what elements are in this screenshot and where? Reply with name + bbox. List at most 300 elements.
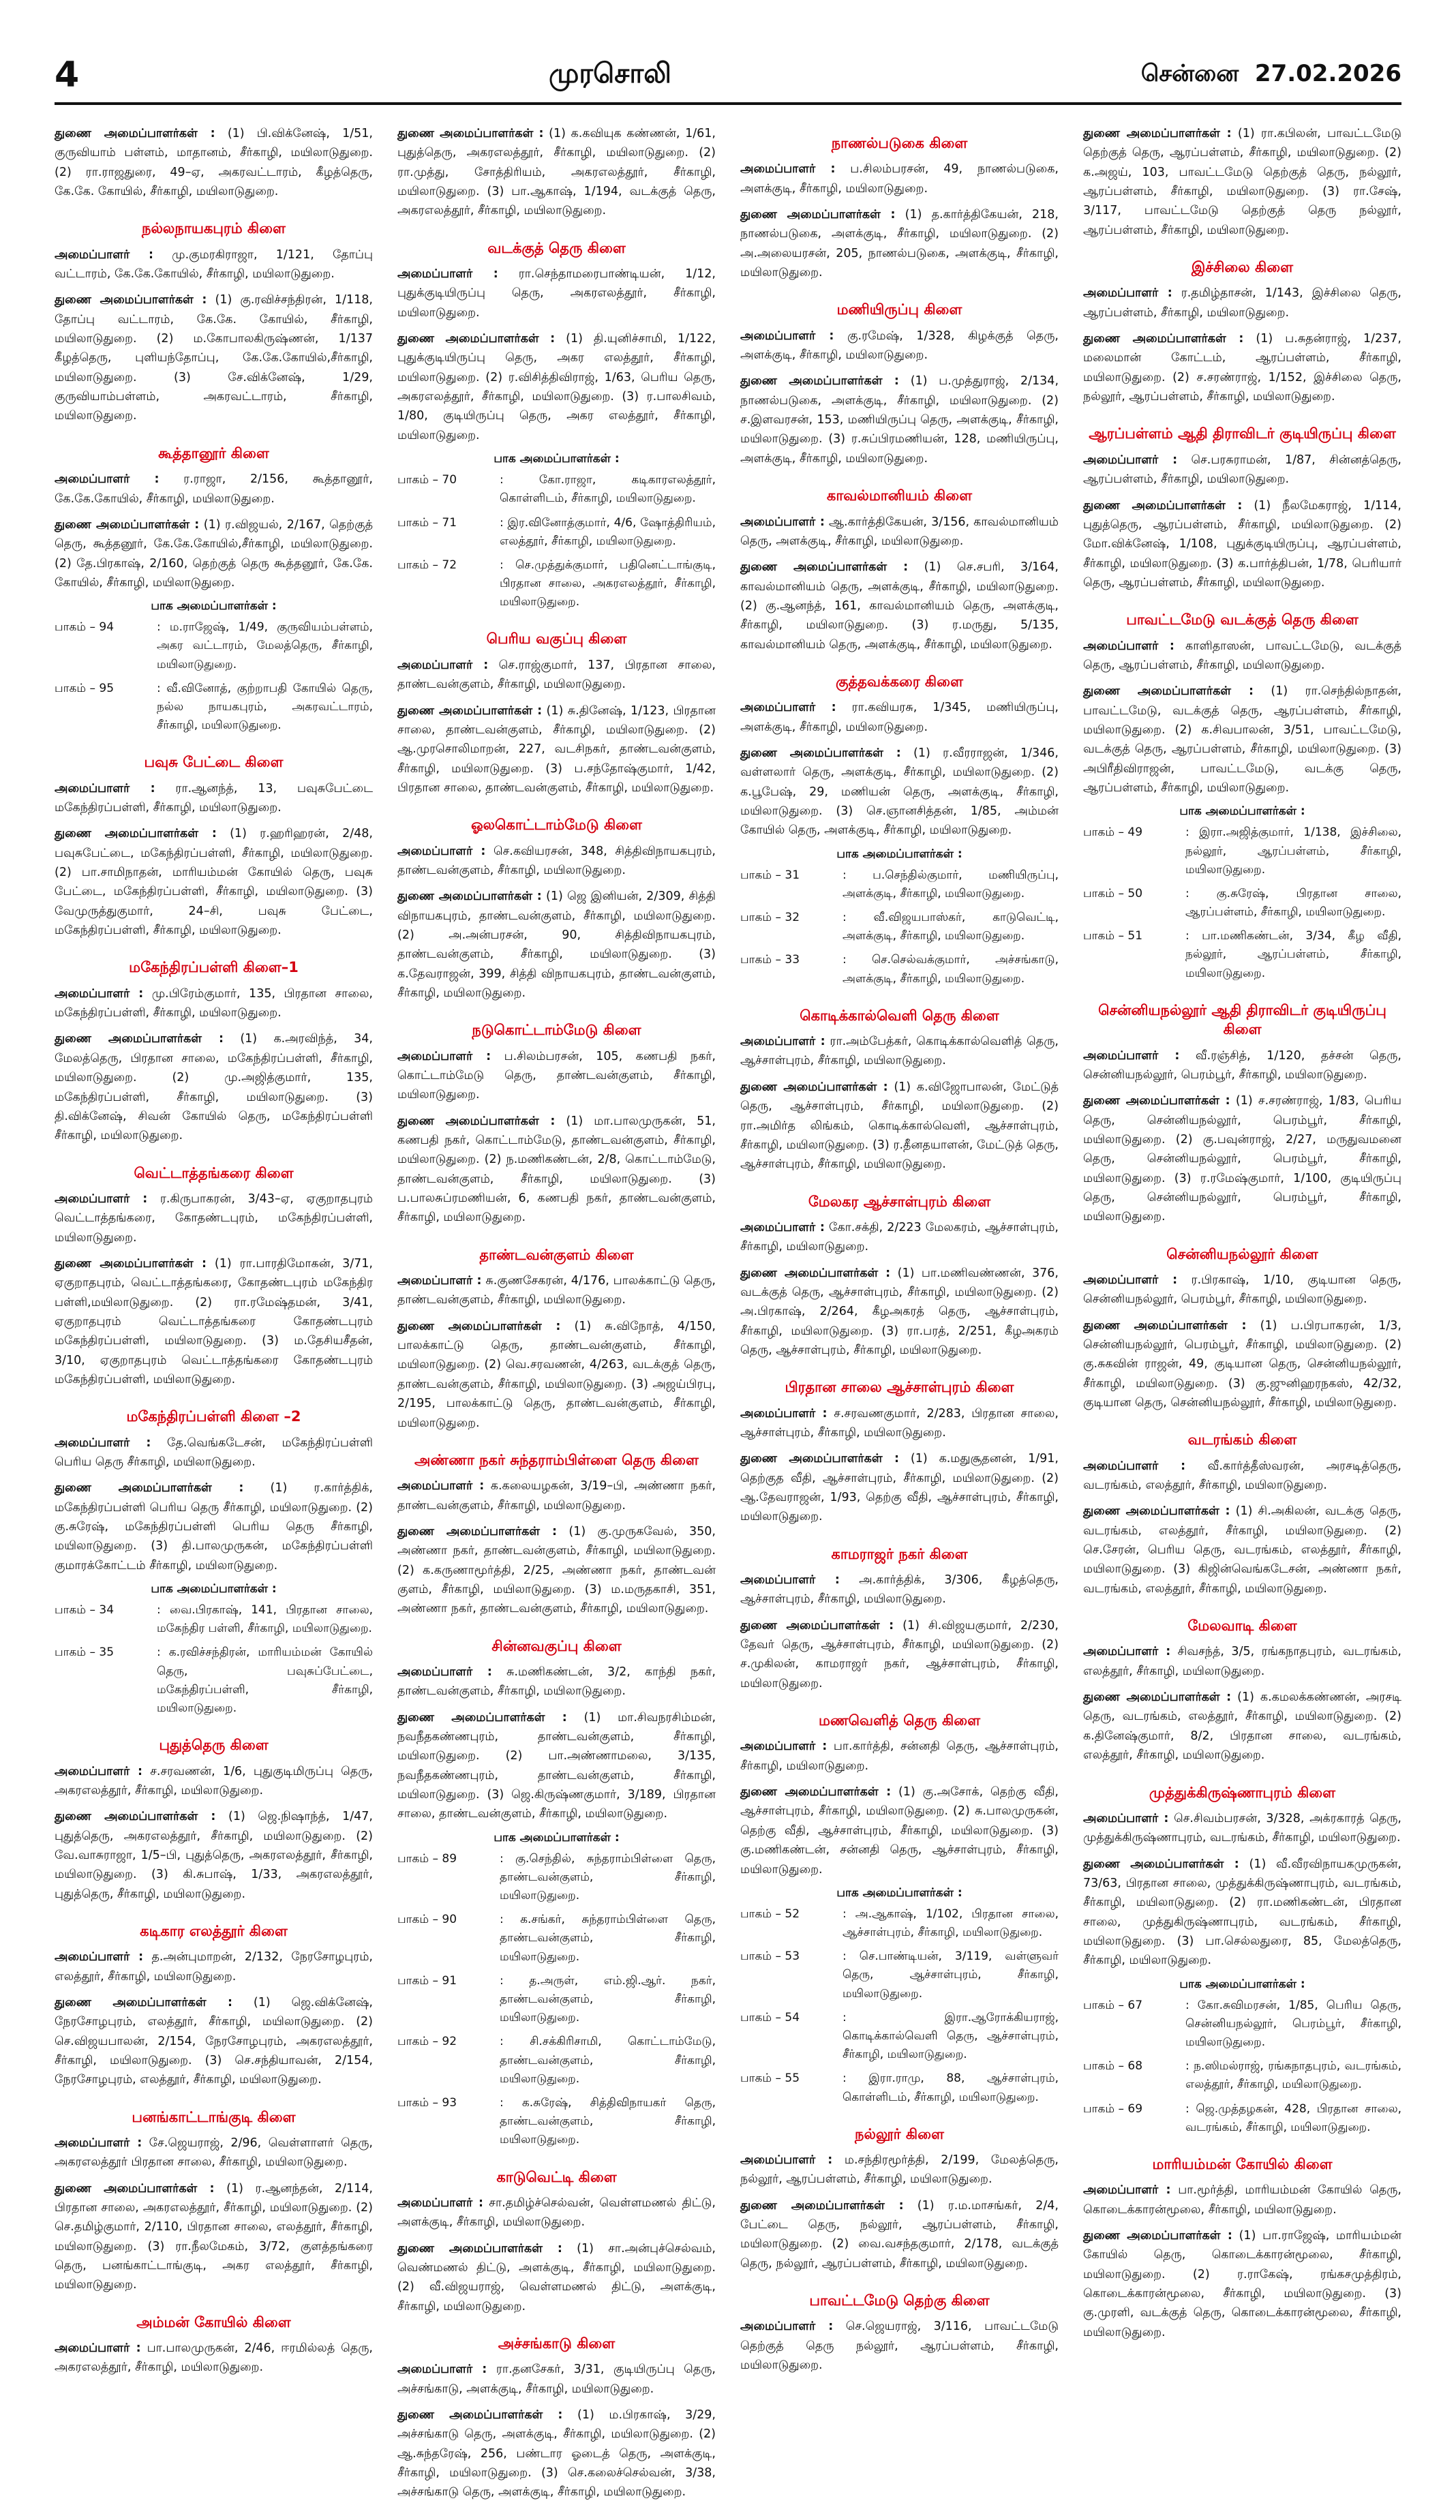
member-entry (55, 124, 373, 201)
branch-heading: தாண்டவன்குளம் கிளை (479, 1246, 634, 1263)
branch-section (1083, 1001, 1401, 1227)
column-1 (55, 124, 373, 2520)
member-details: (1) ப.சுதன்ராஜ், 1/237, மலைமான் கோட்டம், ஆரப்பள்ளம், சீர்காழி, மயிலாடுதுறை. (2) ச.சரண்ராஜ், 1/152, இச்சிலை தெரு, நல்லூர், ஆரப்பள்ளம், சீர்காழி, மயிலாடுதுறை. (1083, 332, 1401, 404)
member-details: (1) மா.பாலமுருகன், 51, கணபதி நகர், கொட்டாம்மேடு, தாண்டவன்குளம், சீர்காழி, மயிலாடுதுறை. (2) ந.மணிகண்டன், 2/8, கொட்டாம்மேடு, தாண்டவன்குளம், சீர்காழி, மயிலாடுதுறை. (3) ப.பாலசுப்ரமணியன், 6, கணபதி நகர், தாண்டவன்குளம், சீர்காழி, மயிலாடுதுறை. (397, 1114, 716, 1225)
branch-heading: மேலவாடி கிளை (1187, 1618, 1297, 1635)
booth-details: : கு.செந்தில், சுந்தராம்பிள்ளை தெரு, தாண்டவன்குளம், சீர்காழி, மயிலாடுதுறை. (500, 1851, 716, 1903)
branch-heading: வடரங்கம் கிளை (1187, 1431, 1297, 1448)
booth-heading: பாக அமைப்பாளர்கள் : (151, 599, 277, 613)
branch-heading: பாவட்டமேடு வடக்குத் தெரு கிளை (1126, 611, 1359, 628)
branch-section (1083, 1783, 1401, 2137)
booth-heading: பாக அமைப்பாளர்கள் : (836, 847, 962, 861)
member-details: செ.பரசுராமன், 1/87, சின்னத்தெரு, ஆரப்பள்ளம், சீர்காழி, மயிலாடுதுறை. (1083, 453, 1401, 487)
member-entry (55, 1762, 373, 1801)
member-entry (1083, 1855, 1401, 1971)
member-entry (740, 1737, 1059, 1776)
booth-row (740, 1905, 1059, 1942)
branch-section (397, 1451, 716, 1619)
member-details: (1) ப.பிரபாகரன், 1/3, சென்னியநல்லூர், பெரம்பூர், சீர்காழி, மயிலாடுதுறை. (2) கு.சுகவின் ராஜன், 49, குடியான தெரு, சென்னியநல்லூர், சீர்காழி, மயிலாடுதுறை. (3) கு.ஜுனிஹரநகஸ், 42/32, குடியான தெரு, சென்னியநல்லூர், சீர்காழி, மயிலாடுதுறை. (1083, 1318, 1401, 1410)
member-entry (740, 1218, 1059, 1257)
role-label: அமைப்பாளர் : (1083, 2183, 1171, 2198)
booth-row (55, 680, 373, 735)
booth-details: : இரா.ராமு, 88, ஆச்சாள்புரம், கொள்ளிடம், சீர்காழி, மயிலாடுதுறை. (843, 2071, 1059, 2104)
role-label: அமைப்பாளர் : (55, 2341, 141, 2356)
branch-section (397, 815, 716, 1003)
column-2 (397, 124, 716, 2520)
member-details: (1) பா.மணிவண்ணன், 376, வடக்குத் தெரு, ஆச்சாள்புரம், சீர்காழி, மயிலாடுதுறை. (2) அ.பிரகாஷ், 2/264, கீழஅகரத் தெரு, ஆச்சாள்புரம், சீர்காழி, மயிலாடுதுறை. (3) ரா.பரத், 2/251, கீழஅகரம் தெரு, ஆச்சாள்புரம், சீர்காழி, மயிலாடுதுறை. (740, 1266, 1059, 1357)
role-label: அமைப்பாளர் : (1083, 1811, 1169, 1825)
booth-row (397, 1850, 716, 1906)
member-details: மு.பிரேம்குமார், 135, பிரதான சாலை, மகேந்திரப்பள்ளி, சீர்காழி, மயிலாடுதுறை. (55, 986, 373, 1020)
member-entry (740, 205, 1059, 282)
role-label: அமைப்பாளர் : (55, 1191, 148, 1206)
booth-details: : செ.செல்வக்குமார், அச்சங்காடு, அளக்குடி, சீர்காழி, மயிலாடுதுறை. (843, 953, 1059, 986)
role-label: அமைப்பாளர் : (740, 1406, 828, 1421)
booth-details: : க.சுரேஷ், சித்திவிநாயகர் தெரு, தாண்டவன்குளம், சீர்காழி, மயிலாடுதுறை. (500, 2095, 716, 2147)
role-label: அமைப்பாளர் : (740, 329, 834, 343)
booth-number: பாகம் – 72 (397, 558, 457, 572)
branch-section (1083, 258, 1401, 406)
role-label: அமைப்பாளர் : (397, 2196, 483, 2210)
role-label: அமைப்பாளர் : (55, 247, 153, 262)
role-label: அமைப்பாளர் : (397, 1049, 491, 1063)
booth-heading: பாக அமைப்பாளர்கள் : (1179, 1977, 1305, 1991)
member-entry (397, 1112, 716, 1228)
booth-details: : சி.சக்கிரிசாமி, கொட்டாம்மேடு, தாண்டவன்குளம், சீர்காழி, மயிலாடுதுறை. (500, 2035, 716, 2086)
member-entry (397, 329, 716, 445)
booth-details: : ப.செந்தில்குமார், மணியிருப்பு, அளக்குடி, சீர்காழி, மயிலாடுதுறை. (843, 868, 1059, 900)
member-entry (740, 1782, 1059, 1879)
member-details: (1) க.விஜோபாலன், மேட்டுத் தெரு, ஆச்சாள்புரம், சீர்காழி, மயிலாடுதுறை. (2) ரா.அமிர்த லிங்கம், கொடிக்கால்வெளி, ஆச்சாள்புரம், சீர்காழி, மயிலாடுதுறை. (3) ர.தீனதயாளன், மேட்டுத் தெரு, ஆச்சாள்புரம், சீர்காழி, மயிலாடுதுறை. (740, 1080, 1059, 1172)
member-entry (740, 1404, 1059, 1443)
member-entry (55, 1947, 373, 1986)
booth-row (397, 1911, 716, 1967)
member-entry (55, 1433, 373, 1472)
member-entry (397, 2239, 716, 2316)
member-details: (1) பி.விக்னேஷ், 1/51, குருவியாம் பள்ளம், மாதானம், சீர்காழி, மயிலாடுதுறை. (2) ரா.ராஜதுரை, 49–ஏ, அகரவட்டாரம், கீழத்தெரு, கே.கே. கோயில், சீர்காழி, மயிலாடுதுறை. (55, 127, 373, 199)
member-details: கோ.சக்தி, 2/223 மேலகரம், ஆச்சாள்புரம், சீர்காழி, மயிலாடுதுறை. (740, 1220, 1059, 1254)
booth-row (740, 866, 1059, 903)
branch-section (397, 239, 716, 612)
member-details: ஆ.கார்த்திகேயன், 3/156, காவல்மானியம் தெரு, அளக்குடி, சீர்காழி, மயிலாடுதுறை. (740, 515, 1059, 548)
branch-section (740, 1378, 1059, 1526)
member-details: அ.கார்த்திக், 3/306, கீழத்தெரு, ஆச்சாள்புரம், சீர்காழி, மயிலாடுதுறை. (740, 1573, 1059, 1607)
booth-number: பாகம் – 35 (55, 1645, 115, 1660)
booth-heading: பாக அமைப்பாளர்கள் : (1179, 804, 1305, 819)
booth-number: பாகம் – 95 (55, 681, 115, 695)
branch-heading: காவல்மானியம் கிளை (826, 487, 973, 504)
branch-heading: சென்னியநல்லூர் கிளை (1166, 1245, 1318, 1262)
booth-row (397, 1972, 716, 2028)
branch-section (55, 1735, 373, 1904)
role-label: துணை அமைப்பாளர்கள் : (740, 374, 899, 389)
branch-heading: ஆரப்பள்ளம் ஆதி திராவிடர் குடியிருப்பு கிளை (1089, 425, 1396, 442)
member-details: பா.பாலமுருகன், 2/46, ஈரமில்லத் தெரு, அகரஎலத்தூர், சீர்காழி, மயிலாடுதுறை. (55, 2341, 373, 2375)
member-entry (55, 1807, 373, 1904)
member-details: (1) சி.விஜயகுமார், 2/230, தேவர் தெரு, ஆச்சாள்புரம், சீர்காழி, மயிலாடுதுறை. (2) ச.முகிலன், காமராஜர் நகர், ஆச்சாள்புரம், சீர்காழி, மயிலாடுதுறை. (740, 1618, 1059, 1690)
branch-section (740, 486, 1059, 654)
branch-heading: புதுத்தெரு கிளை (159, 1737, 269, 1754)
role-label: அமைப்பாளர் : (740, 1035, 825, 1049)
booth-details: : பா.மணிகண்டன், 3/34, கீழ வீதி, நல்லூர், ஆரப்பள்ளம், சீர்காழி, மயிலாடுதுறை. (1185, 929, 1401, 980)
role-label: துணை அமைப்பாளர்கள் : (397, 2241, 562, 2256)
booth-row (397, 471, 716, 508)
branch-heading: காடுவெட்டி கிளை (496, 2168, 617, 2185)
booth-number: பாகம் – 69 (1083, 2101, 1143, 2116)
role-label: துணை அமைப்பாளர்கள் : (740, 1266, 891, 1280)
member-details: (1) ஜெ.விக்னேஷ், நேரசோழபுரம், எலத்தூர், சீர்காழி, மயிலாடுதுறை. (2) செ.விஜயபாலன், 2/154, நேரசோழபுரம், அகரஎலத்தூர், சீர்காழி, மயிலாடுதுறை. (3) செ.சந்தியாவன், 2/154, நேரசோழபுரம், எலத்தூர், சீர்காழி, மயிலாடுதுறை. (55, 1995, 373, 2087)
member-details: செ.ஜெயராஜ், 3/116, பாவட்டமேடு தெற்குத் தெரு நல்லூர், ஆரப்பள்ளம், சீர்காழி, மயிலாடுதுறை. (740, 2320, 1059, 2373)
role-label: அமைப்பாளர் : (1083, 1273, 1178, 1287)
booth-details: : வை.பிரகாஷ், 141, பிரதான சாலை, மகேந்திர பள்ளி, சீர்காழி, மயிலாடுதுறை. (157, 1603, 373, 1636)
member-details: மு.குமரகிராஜா, 1/121, தோப்பு வட்டாரம், கே.கே.கோயில், சீர்காழி, மயிலாடுதுறை. (55, 247, 373, 282)
role-label: துணை அமைப்பாளர்கள் : (1083, 684, 1254, 699)
branch-section (1083, 2155, 1401, 2342)
member-entry (55, 779, 373, 818)
role-label: அமைப்பாளர் : (397, 658, 489, 672)
role-label: துணை அமைப்பாளர்கள் : (1083, 498, 1243, 513)
branch-heading: காமராஜர் நகர் கிளை (831, 1545, 968, 1562)
member-details: சு.குணசேகரன், 4/176, பாலக்காட்டு தெரு, தாண்டவன்குளம், சீர்காழி, மயிலாடுதுறை. (397, 1274, 716, 1307)
branch-section (397, 1020, 716, 1227)
booth-details: : த.அருள், எம்.ஜி.ஆர். நகர், தாண்டவன்குளம், சீர்காழி, மயிலாடுதுறை. (500, 1973, 716, 2025)
branch-heading: ஓலகொட்டாம்மேடு கிளை (471, 817, 642, 834)
branch-heading: நடுகொட்டாம்மேடு கிளை (472, 1022, 641, 1039)
role-label: துணை அமைப்பாளர்கள் : (397, 2408, 563, 2422)
member-details: வீ.ரஞ்சித், 1/120, தச்சன் தெரு, சென்னியநல்லூர், பெரம்பூர், சீர்காழி, மயிலாடுதுறை. (1083, 1048, 1401, 1082)
member-details: ச.சரவணன், 1/6, புதுகுடிமிருப்பு தெரு, அகரஎலத்தூர், சீர்காழி, மயிலாடுதுறை. (55, 1764, 373, 1797)
member-details: ர.பிரகாஷ், 1/10, குடியான தெரு, சென்னியநல்லூர், பெரம்பூர், சீர்காழி, மயிலாடுதுறை. (1083, 1273, 1401, 1307)
booth-row (740, 2069, 1059, 2106)
booth-row (55, 618, 373, 674)
member-entry (1083, 2181, 1401, 2219)
role-label: துணை அமைப்பாளர்கள் : (397, 1524, 557, 1538)
column-3 (740, 124, 1059, 2520)
branch-section (55, 2313, 373, 2378)
role-label: அமைப்பாளர் : (740, 2320, 834, 2334)
member-entry (397, 1047, 716, 1105)
member-details: (1) சு.விநோத், 4/150, பாலக்காட்டு தெரு, தாண்டவன்குளம், சீர்காழி, மயிலாடுதுறை. (2) வெ.சரவணன், 4/263, வடக்குத் தெரு, தாண்டவன்குளம், சீர்காழி, மயிலாடுதுறை. (3) அஜய்பிரபு, 2/195, பாலக்காட்டு தெரு, தாண்டவன்குளம், சீர்காழி, மயிலாடுதுறை. (397, 1319, 716, 1430)
role-label: துணை அமைப்பாளர்கள் : (55, 517, 200, 532)
branch-section (55, 1922, 373, 2090)
branch-section (1083, 1245, 1401, 1413)
branch-section (740, 1711, 1059, 2107)
role-label: அமைப்பாளர் : (397, 2363, 487, 2377)
member-entry (397, 701, 716, 798)
booth-details: : வீ.விஜயபாஸ்கர், காடுவெட்டி, அளக்குடி, சீர்காழி, மயிலாடுதுறை. (843, 911, 1059, 943)
member-details: (1) நீலமேகராஜ், 1/114, புதுத்தெரு, ஆரப்பள்ளம், சீர்காழி, மயிலாடுதுறை. (2) மோ.விக்னேஷ், 1/108, புதுக்குடியிருப்பு, ஆரப்பள்ளம், சீர்காழி, மயிலாடுதுறை. (3) க.பார்த்திபன், 1/78, பெரியார் தெரு, ஆரப்பள்ளம், சீர்காழி, மயிலாடுதுறை. (1083, 498, 1401, 590)
member-entry (397, 1708, 716, 1824)
branch-section (740, 1192, 1059, 1361)
booth-number: பாகம் – 53 (740, 1949, 800, 1964)
booth-row (1083, 1997, 1401, 2052)
role-label: துணை அமைப்பாளர்கள் : (1083, 1318, 1247, 1333)
member-entry (1083, 1688, 1401, 1765)
member-details: கு.ரமேஷ், 1/328, கிழக்குத் தெரு, அளக்குடி, சீர்காழி, மயிலாடுதுறை. (740, 329, 1059, 363)
booth-details: : கோ.ராஜா, கடிகாரஎலத்தூர், கொள்ளிடம், சீர்காழி, மயிலாடுதுறை. (500, 473, 716, 506)
booth-row (1083, 823, 1401, 879)
branch-section (1083, 610, 1401, 983)
branch-section (55, 1164, 373, 1390)
booth-number: பாகம் – 91 (397, 1973, 457, 1988)
member-entry (397, 2193, 716, 2232)
booth-number: பாகம் – 93 (397, 2095, 457, 2110)
role-label: அமைப்பாளர் : (1083, 453, 1178, 467)
member-details: (1) வீ.வீரவிநாயகமுருகன், 73/63, பிரதான சாலை, முத்துக்கிருஷ்ணாபுரம், வடரங்கம், சீர்காழி, மயிலாடுதுறை. (2) ரா.மணிகண்டன், பிரதான சாலை, முத்துகிருஷ்ணாபுரம், வடரங்கம், சீர்காழி, மயிலாடுதுறை. (3) பா.செல்லதுரை, 85, மேலத்தெரு, சீர்காழி, மயிலாடுதுறை. (1083, 1857, 1401, 1968)
branch-heading: முத்துக்கிருஷ்ணாபுரம் கிளை (1149, 1784, 1336, 1801)
booth-row (55, 1601, 373, 1638)
member-entry (1083, 496, 1401, 593)
member-details: (1) ரா.செந்தில்நாதன், பாவட்டமேடு, வடக்குத் தெரு, ஆரப்பள்ளம், சீர்காழி, மயிலாடுதுறை. (2) க.சிவபாலன், 3/51, பாவட்டமேடு, வடக்குத் தெரு, ஆரப்பள்ளம், சீர்காழி, மயிலாடுதுறை. (3) அபிரீதிவிராஜன், பாவட்டமேடு, வடக்கு தெரு, ஆரப்பள்ளம், சீர்காழி, மயிலாடுதுறை. (1083, 684, 1401, 795)
newspaper-title: முரசொலி (549, 57, 671, 89)
member-details: (1) சா.அன்புச்செல்வம், வெண்மணல் திட்டு, அளக்குடி, சீர்காழி, மயிலாடுதுறை. (2) வீ.விஜயராஜ், வெள்ளமணல் திட்டு, அளக்குடி, சீர்காழி, மயிலாடுதுறை. (397, 2241, 716, 2313)
branch-heading: அண்ணா நகர் சுந்தராம்பிள்ளை தெரு கிளை (414, 1451, 699, 1468)
role-label: அமைப்பாளர் : (55, 2136, 142, 2151)
role-label: துணை அமைப்பாளர்கள் : (1083, 127, 1232, 140)
booth-number: பாகம் – 51 (1083, 929, 1143, 943)
branch-section (397, 629, 716, 798)
booth-details: : இரா.அஜித்குமார், 1/138, இச்சிலை, நல்லூர், ஆரப்பள்ளம், சீர்காழி, மயிலாடுதுறை. (1185, 825, 1401, 877)
member-details: (1) ர.ம.மாசங்கர், 2/4, பேட்டை தெரு, நல்லூர், ஆரப்பள்ளம், சீர்காழி, மயிலாடுதுறை. (2) வை.வசந்தகுமார், 2/178, வடக்குத் தெரு, நல்லூர், ஆரப்பள்ளம், சீர்காழி, மயிலாடுதுறை. (740, 2198, 1059, 2271)
member-entry (55, 1993, 373, 2090)
member-entry (1083, 329, 1401, 406)
member-details: ரா.ஆனந்த், 13, பவுசுபேட்டை மகேந்திரப்பள்ளி, சீர்காழி, மயிலாடுதுறை. (55, 781, 373, 815)
booth-details: : க.சங்கர், சுந்தராம்பிள்ளை தெரு, தாண்டவன்குளம், சீர்காழி, மயிலாடுதுறை. (500, 1913, 716, 1964)
member-details: ரா.அம்பேத்கர், கொடிக்கால்வெளித் தெரு, ஆச்சாள்புரம், சீர்காழி, மயிலாடுதுறை. (740, 1035, 1059, 1068)
booth-details: : அ.ஆகாஷ், 1/102, பிரதான சாலை, ஆச்சாள்புரம், சீர்காழி, மயிலாடுதுறை. (843, 1907, 1059, 1940)
role-label: அமைப்பாளர் : (740, 515, 825, 529)
branch-section (55, 444, 373, 735)
booth-row (1083, 885, 1401, 922)
booth-number: பாகம் – 31 (740, 868, 800, 882)
role-label: துணை அமைப்பாளர்கள் : (1083, 1857, 1239, 1871)
member-details: (1) ஜெ இனியன், 2/309, சித்தி விநாயகபுரம், தாண்டவன்குளம், சீர்காழி, மயிலாடுதுறை. (2) அ.அன்பரசன், 90, சித்திவிநாயகபுரம், தாண்டவன்குளம், சீர்காழி, மயிலாடுதுறை. (3) க.தேவராஜன், 399, சித்தி விநாயகபுரம், தாண்டவன்குளம், சீர்காழி, மயிலாடுதுறை. (397, 890, 716, 1000)
member-details: ரா.தனசேகர், 3/31, குடியிருப்பு தெரு, அச்சங்காடு, அளக்குடி, சீர்காழி, மயிலாடுதுறை. (397, 2363, 716, 2396)
member-details: (1) ர.விஜயல், 2/167, தெற்குத் தெரு, கூத்தனூர், கே.கே.கோயில்,சீர்காழி, மயிலாடுதுறை. (2) தே.பிரகாஷ், 2/160, தெற்குத் தெரு கூத்தனூர், கே.கே. கோயில், சீர்காழி, மயிலாடுதுறை. (55, 517, 373, 590)
branch-section (1083, 1616, 1401, 1765)
member-details: ர.ராஜா, 2/156, கூத்தானூர், கே.கே.கோயில், சீர்காழி, மயிலாடுதுறை. (55, 472, 373, 506)
role-label: அமைப்பாளர் : (397, 844, 486, 858)
role-label: துணை அமைப்பாளர்கள் : (55, 1481, 244, 1496)
role-label: அமைப்பாளர் : (397, 1274, 482, 1288)
member-entry (1083, 284, 1401, 322)
branch-section (740, 1545, 1059, 1693)
member-entry (397, 887, 716, 1003)
booth-details: : செ.முத்துக்குமார், பதினெட்டாங்குடி, பிரதான சாலை, அகரஎலத்தூர், சீர்காழி, மயிலாடுதுறை. (500, 558, 716, 609)
booth-row (397, 2033, 716, 2089)
branch-section (397, 2334, 716, 2502)
branch-heading: பெரிய வகுப்பு கிளை (486, 631, 627, 648)
role-label: துணை அமைப்பாளர்கள் : (397, 890, 542, 904)
role-label: துணை அமைப்பாளர்கள் : (1083, 332, 1244, 346)
booth-details: : இரா.ஆரோக்கியராஜ், கொடிக்கால்வெளி தெரு, ஆச்சாள்புரம், சீர்காழி, மயிலாடுதுறை. (843, 2010, 1059, 2062)
branch-heading: நல்லநாயகபுரம் கிளை (142, 220, 286, 237)
booth-number: பாகம் – 68 (1083, 2059, 1143, 2074)
role-label: அமைப்பாளர் : (55, 1950, 144, 1964)
booth-row (740, 2009, 1059, 2065)
member-details: (1) தி.யுனிச்சாமி, 1/122, புதுக்குடியிருப்பு தெரு, அகர எலத்தூர், சீர்காழி, மயிலாடுதுறை. (2) ர.விசித்திவிராஜ், 1/63, பெரிய தெரு, அகரஎலத்தூர், சீர்காழி, மயிலாடுதுறை. (3) ர.பாலசிவம், 1/80, குடியிருப்பு தெரு, அகர எலத்தூர், சீர்காழி, மயிலாடுதுறை. (397, 332, 716, 442)
member-entry (740, 160, 1059, 198)
role-label: அமைப்பாளர் : (1083, 1645, 1171, 1659)
role-label: அமைப்பாளர் : (1083, 1459, 1186, 1473)
role-label: துணை அமைப்பாளர்கள் : (397, 1114, 556, 1128)
branch-section (740, 672, 1059, 988)
branch-heading: அச்சங்காடு கிளை (498, 2335, 616, 2352)
branch-heading: வெட்டாத்தங்கரை கிளை (134, 1164, 294, 1181)
member-entry (740, 1449, 1059, 1526)
member-details: (1) ஜெ.நிஷாந்த், 1/47, புதுத்தெரு, அகரஎலத்தூர், சீர்காழி, மயிலாடுதுறை. (2) வே.வாசுராஜா, 1/5–பி, புதுத்தெரு, அகரஎலத்தூர், சீர்காழி, மயிலாடுதுறை. (3) கி.சுபாஷ், 1/33, அகரஎலத்தூர், புதுத்தெரு, சீர்காழி, மயிலாடுதுறை. (55, 1810, 373, 1901)
member-details: செ.சிவம்பரசன், 3/328, அக்ரகாரத் தெரு, முத்துக்கிருஷ்ணாபுரம், வடரங்கம், சீர்காழி, மயிலாடுதுறை. (1083, 1811, 1401, 1845)
member-entry (55, 470, 373, 508)
member-entry (1083, 1271, 1401, 1309)
member-details: வீ.கார்த்தீஸ்வரன், அரசடித்தெரு, வடரங்கம், எலத்தூர், சீர்காழி, மயிலாடுதுறை. (1083, 1459, 1401, 1493)
member-details: (1) ர.கார்த்திக், மகேந்திரப்பள்ளி பெரிய தெரு சீர்காழி, மயிலாடுதுறை. (2) கு.சுரேஷ், மகேந்திரப்பள்ளி பெரிய தெரு சீர்காழி, மயிலாடுதுறை. (3) தி.பாலமுருகன், மகேந்திரப்பள்ளி குமாரக்கோட்டம் சீர்காழி, மயிலாடுதுறை. (55, 1481, 373, 1573)
role-label: அமைப்பாளர் : (397, 1479, 485, 1493)
page-number: 4 (55, 55, 80, 95)
member-details: (1) க.மதுசூதனன், 1/91, தெற்குத வீதி, ஆச்சாள்புரம், சீர்காழி, மயிலாடுதுறை. (2) ஆ.தேவராஜன், 1/93, தெற்கு வீதி, ஆச்சாள்புரம், சீர்காழி, மயிலாடுதுறை. (740, 1452, 1059, 1524)
branch-heading: கொடிக்கால்வெளி தெரு கிளை (800, 1007, 999, 1024)
member-entry (1083, 637, 1401, 675)
member-details: செ.கவியரசன், 348, சித்திவிநாயகபுரம், தாண்டவன்குளம், சீர்காழி, மயிலாடுதுறை. (397, 844, 716, 877)
branch-heading: கடிகார எலத்தூர் கிளை (140, 1922, 288, 1939)
booth-details: : கு.சுரேஷ், பிரதான சாலை, ஆரப்பள்ளம், சீர்காழி, மயிலாடுதுறை. (1185, 886, 1401, 920)
branch-heading: சின்னவகுப்பு கிளை (491, 1637, 622, 1654)
role-label: துணை அமைப்பாளர்கள் : (1083, 1690, 1232, 1705)
booth-number: பாகம் – 54 (740, 2010, 800, 2024)
member-details: (1) செ.சபரி, 3/164, காவல்மானியம் தெரு, அளக்குடி, சீர்காழி, மயிலாடுதுறை. (2) கு.ஆனந்த், 161, காவல்மானியம் தெரு, அளக்குடி, சீர்காழி, மயிலாடுதுறை. (3) ர.மருது, 5/135, காவல்மானியம் தெரு, அளக்குடி, சீர்காழி, மயிலாடுதுறை. (740, 560, 1059, 652)
branch-heading: மணவெளித் தெரு கிளை (818, 1712, 981, 1729)
member-details: பா.மூர்த்தி, மாரியம்மன் கோயில் தெரு, கொடைக்காரன்மூலை, சீர்காழி, மயிலாடுதுறை. (1083, 2183, 1401, 2217)
dateline (1141, 60, 1401, 90)
branch-heading: நாணல்படுகை கிளை (831, 135, 968, 151)
member-details: (1) க.அரவிந்த், 34, மேலத்தெரு, பிரதான சாலை, மகேந்திரப்பள்ளி, சீர்காழி, மயிலாடுதுறை. (2) மு.அஜித்குமார், 135, மகேந்திரப்பள்ளி, சீர்காழி, மயிலாடுதுறை. (3) தி.விக்னேஷ், சிவன் கோயில் தெரு, மகேந்திரப்பள்ளி சீர்காழி, மயிலாடுதுறை. (55, 1032, 373, 1143)
member-entry (55, 984, 373, 1023)
member-details: ர.தமிழ்தாசன், 1/143, இச்சிலை தெரு, ஆரப்பள்ளம், சீர்காழி, மயிலாடுதுறை. (1083, 286, 1401, 320)
role-label: துணை அமைப்பாளர்கள் : (55, 1032, 224, 1046)
member-entry (740, 1032, 1059, 1071)
branch-heading: மேலகர ஆச்சாள்புரம் கிளை (808, 1193, 991, 1210)
member-details: பா.கார்த்தி, சன்னதி தெரு, ஆச்சாள்புரம், சீர்காழி, மயிலாடுதுறை. (740, 1740, 1059, 1773)
role-label: துணை அமைப்பாளர்கள் : (397, 1710, 567, 1725)
member-entry (1083, 1457, 1401, 1496)
member-details: ச.சரவணகுமார், 2/283, பிரதான சாலை, ஆச்சாள்புரம், சீர்காழி, மயிலாடுதுறை. (740, 1406, 1059, 1440)
member-entry (55, 2179, 373, 2295)
masthead (55, 48, 1401, 105)
member-details: (1) பா.ராஜேஷ், மாரியம்மன் கோயில் தெரு, கொடைக்காரன்மூலை, சீர்காழி, மயிலாடுதுறை. (2) ர.ராகேஷ், ரங்கசமுத்திரம், கொடைக்காரன்மூலை, சீர்காழி, மயிலாடுதுறை. (3) கு.முரளி, வடக்குத் தெரு, கொடைக்காரன்மூலை, சீர்காழி, மயிலாடுதுறை. (1083, 2228, 1401, 2339)
role-label: துணை அமைப்பாளர்கள் : (55, 1995, 233, 2009)
branch-heading: மகேந்திரப்பள்ளி கிளை –2 (126, 1408, 301, 1425)
member-entry (1083, 124, 1401, 240)
booth-number: பாகம் – 71 (397, 515, 457, 530)
member-entry (740, 1264, 1059, 1361)
member-entry (397, 1317, 716, 1433)
member-details: ரா.செந்தாமரைபாண்டியன், 1/12, புதுக்குடியிருப்பு தெரு, அகரஎலத்தூர், சீர்காழி, மயிலாடுதுறை. (397, 267, 716, 320)
role-label: அமைப்பாளர் : (740, 2153, 833, 2168)
branch-heading: மகேந்திரப்பள்ளி கிளை–1 (129, 959, 299, 976)
branch-heading: சென்னியநல்லூர் ஆதி திராவிடர் குடியிருப்பு கிளை (1098, 1001, 1386, 1038)
branch-section (55, 1407, 373, 1718)
member-details: சே.ஜெயராஜ், 2/96, வெள்ளாளர் தெரு, அகரஎலத்தூர் பிரதான சாலை, சீர்காழி, மயிலாடுதுறை. (55, 2136, 373, 2170)
booth-row (740, 909, 1059, 945)
branch-heading: பனங்காட்டாங்குடி கிளை (132, 2108, 296, 2125)
member-entry (55, 824, 373, 940)
member-details: ப.சிலம்பரசன், 105, கணபதி நகர், கொட்டாம்மேடு தெரு, தாண்டவன்குளம், சீர்காழி, மயிலாடுதுறை. (397, 1049, 716, 1102)
branch-heading: இச்சிலை கிளை (1191, 259, 1294, 276)
member-details: (1) சி.அகிலன், வடக்கு தெரு, வடரங்கம், எலத்தூர், சீர்காழி, மயிலாடுதுறை. (2) செ.சேரன், பெரிய தெரு, வடரங்கம், எலத்தூர், சீர்காழி, மயிலாடுதுறை. (3) கிஜின்வெங்கடேசன், அண்ணா நகர், வடரங்கம், எலத்தூர், சீர்காழி, மயிலாடுதுறை. (1083, 1504, 1401, 1596)
member-entry (55, 1478, 373, 1575)
role-label: அமைப்பாளர் : (1083, 286, 1172, 301)
role-label: துணை அமைப்பாளர்கள் : (1083, 2228, 1232, 2243)
member-entry (55, 245, 373, 284)
branch-heading: கூத்தானூர் கிளை (158, 444, 269, 461)
booth-row (397, 514, 716, 551)
branch-heading: நல்லூர் கிளை (855, 2125, 944, 2142)
role-label: அமைப்பாளர் : (1083, 639, 1174, 653)
role-label: துணை அமைப்பாளர்கள் : (1083, 1094, 1230, 1108)
branch-section (397, 124, 716, 221)
role-label: அமைப்பாளர் : (1083, 1048, 1180, 1063)
booth-number: பாகம் – 50 (1083, 886, 1143, 900)
role-label: துணை அமைப்பாளர்கள் : (740, 746, 901, 760)
branch-section (397, 1245, 716, 1433)
member-entry (1083, 1642, 1401, 1681)
booth-details: : வீ.வினோத், குற்றாபதி கோயில் தெரு, நல்ல நாயகபுரம், அகரவட்டாரம், சீர்காழி, மயிலாடுதுறை. (157, 681, 373, 733)
member-entry (397, 2405, 716, 2502)
member-entry (740, 1570, 1059, 1609)
branch-section (55, 2108, 373, 2295)
branch-section (740, 134, 1059, 282)
member-entry (740, 698, 1059, 737)
member-entry (740, 513, 1059, 551)
member-entry (397, 656, 716, 695)
member-entry (55, 2339, 373, 2378)
member-details: செ.ராஜ்குமார், 137, பிரதான சாலை, தாண்டவன்குளம், சீர்காழி, மயிலாடுதுறை. (397, 658, 716, 692)
role-label: துணை அமைப்பாளர்கள் : (740, 1618, 894, 1633)
member-entry (397, 2360, 716, 2399)
member-entry (55, 2134, 373, 2172)
booth-details: : ந.ஸிமல்ராஜ், ரங்கநாதபுரம், வடரங்கம், எலத்தூர், சீர்காழி, மயிலாடுதுறை. (1185, 2059, 1401, 2092)
member-details: த.அன்புமாறன், 2/132, நேரசோழபுரம், எலத்தூர், சீர்காழி, மயிலாடுதுறை. (55, 1950, 373, 1984)
member-details: காளிதாஸன், பாவட்டமேடு, வடக்குத் தெரு, ஆரப்பள்ளம், சீர்காழி, மயிலாடுதுறை. (1083, 639, 1401, 672)
member-entry (740, 2151, 1059, 2189)
member-details: ர.கிருபாகரன், 3/43–ஏ, ஏகுறாதபுரம் வெட்டாத்தங்கரை, கோதண்டபுரம், மகேந்திரப்பள்ளி, மயிலாடுதுறை. (55, 1191, 373, 1245)
booth-heading: பாக அமைப்பாளர்கள் : (494, 452, 620, 466)
member-entry (397, 1522, 716, 1619)
branch-section (55, 958, 373, 1145)
booth-row (740, 951, 1059, 988)
dateline-city: சென்னை (1140, 60, 1239, 87)
role-label: அமைப்பாளர் : (740, 1740, 828, 1754)
branch-heading: மணியிருப்பு கிளை (836, 301, 962, 318)
booth-details: : கோ.சுவிமரசன், 1/85, பெரிய தெரு, சென்னியநல்லூர், பெரம்பூர், சீர்காழி, மயிலாடுதுறை. (1185, 1998, 1401, 2049)
role-label: துணை அமைப்பாளர்கள் : (740, 1452, 900, 1466)
member-entry (740, 558, 1059, 654)
member-entry (1083, 1502, 1401, 1598)
member-entry (397, 1663, 716, 1701)
branch-heading: பவுசு பேட்டை கிளை (144, 754, 284, 771)
booth-number: பாகம் – 89 (397, 1851, 457, 1866)
branch-section (397, 2168, 716, 2316)
role-label: அமைப்பாளர் : (55, 986, 144, 1001)
member-details: ப.சிலம்பரசன், 49, நாணல்படுகை, அளக்குடி, சீர்காழி, மயிலாடுதுறை. (740, 162, 1059, 196)
branch-section (55, 219, 373, 425)
booth-number: பாகம் – 55 (740, 2071, 800, 2086)
booth-number: பாகம் – 92 (397, 2035, 457, 2049)
booth-number: பாகம் – 33 (740, 953, 800, 967)
booth-number: பாகம் – 70 (397, 473, 457, 487)
role-label: துணை அமைப்பாளர்கள் : (397, 703, 543, 718)
booth-number: பாகம் – 49 (1083, 825, 1143, 840)
